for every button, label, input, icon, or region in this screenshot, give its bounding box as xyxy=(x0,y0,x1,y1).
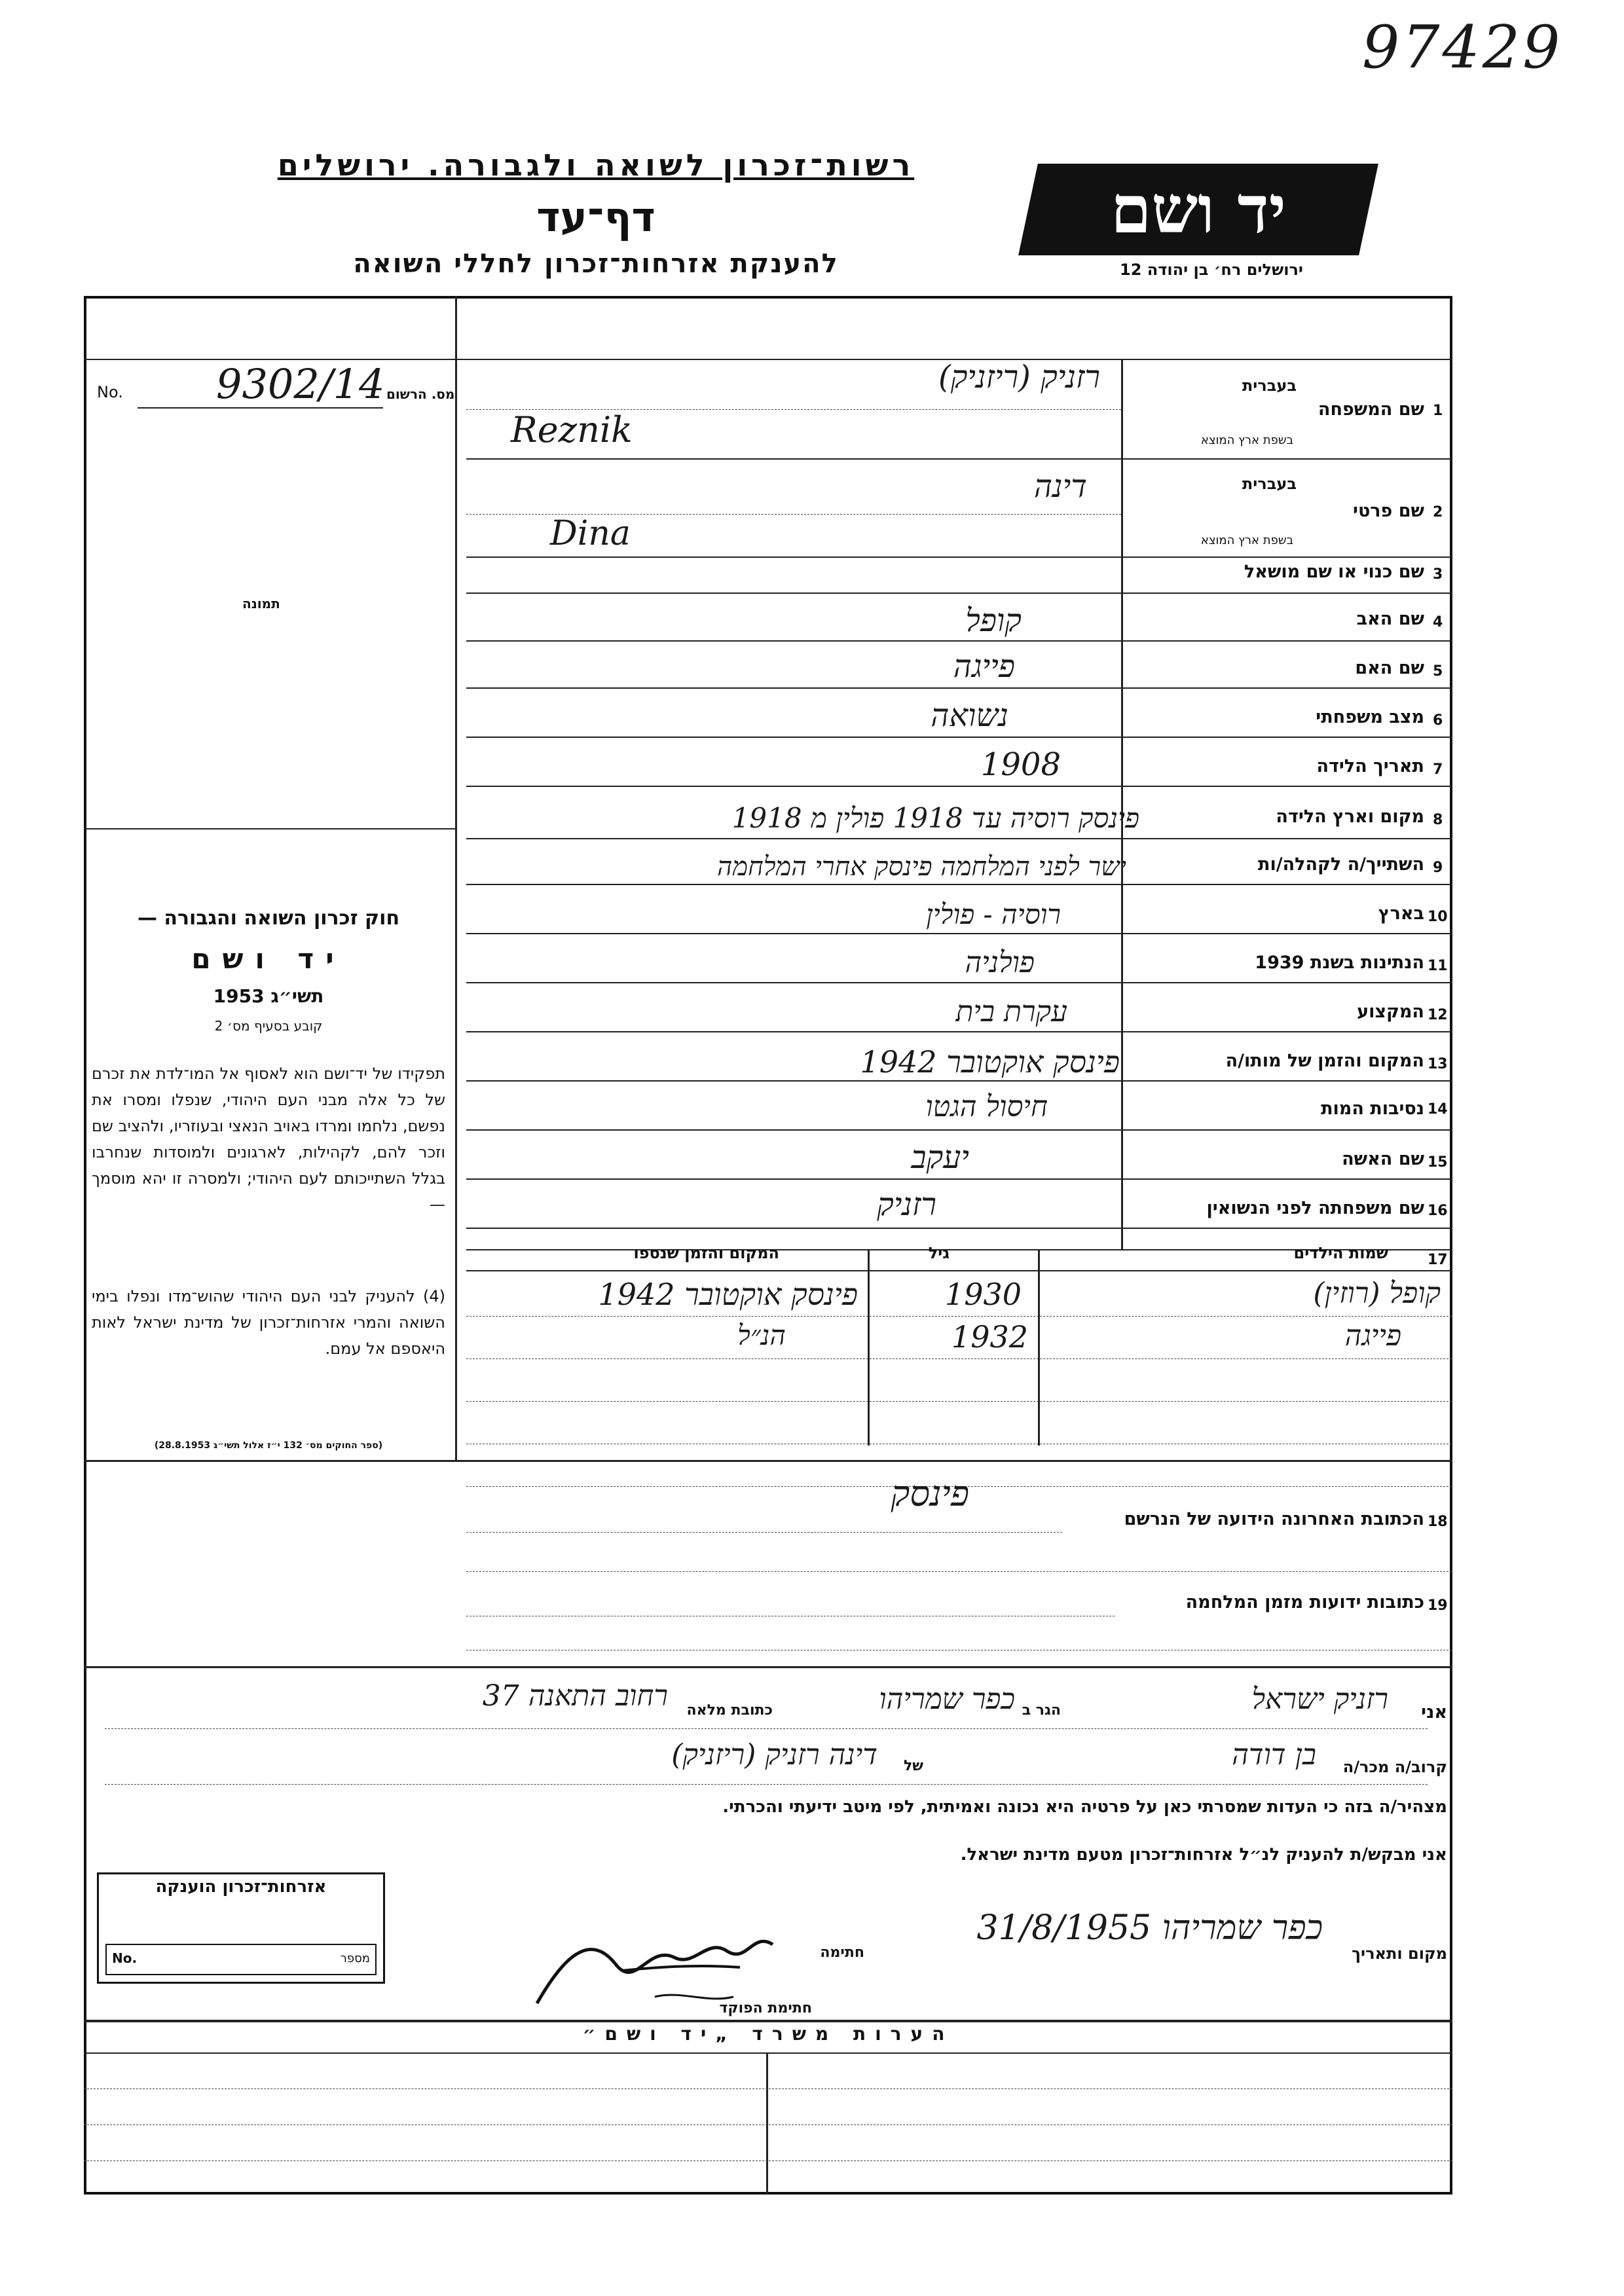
field-1-label: שם המשפחה xyxy=(1318,399,1424,420)
officer-label: חתימת הפוקד xyxy=(719,2000,812,2016)
law-text-1: תפקידו של יד־ושם הוא לאסוף אל המו־לדת את זכרם של כל אלה מבני העם היהודי, שנפלו ומסרו את נפשם, נלחמו ומרדו באויב הנאצי ובעוזריו, ולהציב שם וזכר להם, לקהילות, לארגונים ולמוסדות שנחרבו בגלל השתייכותם לעם היהודי; ולמסרה זו יהא מוסמך — xyxy=(92,1065,445,1214)
field-5-value: פייגה xyxy=(953,648,1015,685)
field-11-value: פולניה xyxy=(965,946,1035,979)
form-subtitle: להענקת אזרחות־זכרון לחללי השואה xyxy=(353,249,839,279)
field-2-line-b xyxy=(466,556,1452,558)
field-6-num: 6 xyxy=(1433,712,1443,729)
field-9-label: השתייך/ה לקהלה/ות xyxy=(1258,854,1424,875)
remarks-line-3 xyxy=(84,2160,1452,2161)
field-3-line xyxy=(466,592,1452,594)
child-1-age: 1930 xyxy=(944,1277,1022,1312)
law-citation: (ספר החוקים מס׳ 132 י״ז אלול תשי״ג 28.8.1953) xyxy=(154,1440,383,1451)
field-7-value: 1908 xyxy=(980,746,1061,783)
law-text-2: (4) להעניק לבני העם היהודי שהוש־מדו ונפלו בימי השואה והמרי אזרחות־זכרון של מדינת ישראל לאות היאספם אל עמם. xyxy=(92,1287,445,1358)
field-2-value-origin: Dina xyxy=(550,514,631,553)
reg-line xyxy=(138,407,383,409)
field-8-value: פינסק רוסיה עד 1918 פולין מ 1918 xyxy=(731,802,1139,834)
ani-label: אני xyxy=(1421,1702,1447,1722)
field-7-label: תאריך הלידה xyxy=(1316,756,1424,776)
field-14-value: חיסול הגטו xyxy=(925,1090,1048,1123)
field-5-line xyxy=(466,687,1452,689)
photo-area-bottom xyxy=(84,828,455,829)
field-9-value: ישר לפני המלחמה פינסק אחרי המלחמה xyxy=(717,852,1126,882)
citizenship-box xyxy=(97,1872,385,1984)
archive-number: 97429 xyxy=(1362,13,1563,82)
field-3-num: 3 xyxy=(1433,566,1443,583)
field-1-value-origin: Reznik xyxy=(511,409,633,450)
field-3-label: שם כנוי או שם מושאל xyxy=(1244,562,1424,582)
field-1-hebrew-label: בעברית xyxy=(1242,376,1297,395)
reg-no-label: No. xyxy=(97,383,123,401)
declaration-top xyxy=(84,1666,1452,1668)
field-1-num: 1 xyxy=(1433,403,1443,419)
field-16-num: 16 xyxy=(1428,1203,1448,1219)
living-label: הגר ב xyxy=(1022,1702,1061,1719)
field-2-num: 2 xyxy=(1433,504,1443,520)
remarks-header-line xyxy=(84,2052,1452,2054)
field-11-num: 11 xyxy=(1428,958,1448,974)
field-7-line xyxy=(466,786,1452,787)
field-15-value: יעקב xyxy=(911,1139,969,1176)
field-18-value: פינסק xyxy=(891,1473,969,1514)
children-col-div-1 xyxy=(868,1249,870,1446)
place-date-value: כפר שמריהו 31/8/1955 xyxy=(976,1908,1323,1948)
reg-value: 9302/14 xyxy=(216,360,385,408)
field-14-num: 14 xyxy=(1428,1101,1448,1118)
relative-label: קרוב/ה מכר/ה xyxy=(1342,1758,1447,1776)
law-year: תשי״ג 1953 xyxy=(213,985,324,1007)
field-18-label: הכתובת האחרונה הידועה של הנרשם xyxy=(1124,1509,1424,1529)
child-1-line xyxy=(466,1316,1452,1317)
field-13-value: פינסק אוקטובר 1942 xyxy=(860,1044,1120,1080)
field-12-line xyxy=(466,1031,1452,1032)
field-5-label: שם האם xyxy=(1355,658,1424,678)
field-6-line xyxy=(466,737,1452,738)
field-2-hebrew-label: בעברית xyxy=(1242,475,1297,493)
field-10-num: 10 xyxy=(1428,909,1448,925)
field-4-value: קופל xyxy=(965,602,1022,639)
law-name: יד ושם xyxy=(191,943,346,975)
field-8-label: מקום וארץ הלידה xyxy=(1276,807,1424,827)
child-2-name: פייגה xyxy=(1344,1319,1401,1353)
field-8-num: 8 xyxy=(1433,812,1443,828)
field-10-value: רוסיה - פולין xyxy=(926,898,1061,930)
field-16-line xyxy=(466,1228,1452,1229)
yad-vashem-logo xyxy=(1018,164,1378,255)
child-3-line xyxy=(466,1401,1452,1402)
child-1-place: פינסק אוקטובר 1942 xyxy=(598,1277,858,1312)
children-col-place: המקום והזמן שנספו xyxy=(633,1244,779,1262)
remarks-line-1 xyxy=(84,2088,1452,2089)
declarant-relation: בן דודה xyxy=(1232,1738,1316,1772)
field-15-label: שם האשה xyxy=(1342,1149,1424,1169)
child-1-name: קופל (רוזין) xyxy=(1313,1277,1441,1310)
child-2-place: הנ״ל xyxy=(737,1319,786,1351)
of-label: של xyxy=(904,1758,923,1774)
field-6-label: מצב משפחתי xyxy=(1316,707,1424,727)
remarks-label: הערות משרד „יד ושם״ xyxy=(582,2023,954,2045)
field-12-label: המקצוע xyxy=(1357,1002,1424,1022)
citizenship-title: אזרחות־זכרון הוענקה xyxy=(155,1877,327,1897)
field-8-line xyxy=(466,838,1452,839)
field-9-line xyxy=(466,884,1452,885)
field-16-value: רזניק xyxy=(877,1186,936,1223)
photo-label: תמונה xyxy=(242,596,280,611)
field-12-num: 12 xyxy=(1428,1007,1448,1023)
decl-line-1 xyxy=(105,1728,1428,1729)
logo-address: ירושלים רח׳ בן יהודה 12 xyxy=(1120,261,1303,279)
field-1-origin-label: בשפת ארץ המוצא xyxy=(1200,433,1293,447)
field-13-line xyxy=(466,1080,1452,1082)
field-12-value: עקרת בית xyxy=(955,995,1067,1029)
children-col-names: שמות הילדים xyxy=(1293,1244,1388,1262)
place-date-label: מקום ותאריך xyxy=(1352,1944,1447,1963)
address-label: כתובת מלאה xyxy=(686,1702,773,1719)
field-2-label: שם פרטי xyxy=(1353,501,1424,521)
field-19-label: כתובות ידועות מזמן המלחמה xyxy=(1185,1592,1424,1613)
child-2-age: 1932 xyxy=(951,1319,1028,1355)
field-10-line xyxy=(466,933,1452,934)
field-7-num: 7 xyxy=(1433,761,1443,778)
law-clause: קובע בסעיף מס׳ 2 xyxy=(214,1018,323,1034)
declarant-of: דינה רזניק (ריזניק) xyxy=(671,1738,877,1772)
field-17-num: 17 xyxy=(1428,1252,1448,1268)
field-14-label: נסיבות המות xyxy=(1321,1099,1424,1119)
left-col-divider xyxy=(455,296,457,1461)
field-4-line xyxy=(466,640,1452,642)
law-title: חוק זכרון השואה והגבורה — xyxy=(137,907,400,930)
signature-label: חתימה xyxy=(820,1944,864,1961)
remarks-top xyxy=(84,2020,1452,2022)
field-19-num: 19 xyxy=(1428,1597,1448,1614)
field-14-line xyxy=(466,1129,1452,1131)
children-bottom xyxy=(84,1460,1452,1462)
field-11-line xyxy=(466,982,1452,983)
f18-line-b xyxy=(466,1532,1062,1533)
children-header-bottom xyxy=(466,1270,1452,1271)
citizenship-no: No. xyxy=(112,1950,138,1966)
children-col-age: גיל xyxy=(928,1244,950,1262)
field-2-value-hebrew: דינה xyxy=(1033,468,1087,505)
field-5-num: 5 xyxy=(1433,663,1443,680)
field-1-line-b xyxy=(466,458,1452,460)
decl-line-2 xyxy=(105,1784,1428,1785)
citizenship-number-label: מספר xyxy=(340,1952,370,1965)
remarks-divider xyxy=(766,2052,768,2193)
form-title: דף־עד xyxy=(536,193,655,241)
field-18-num: 18 xyxy=(1428,1514,1448,1530)
field-6-value: נשואה xyxy=(931,697,1008,734)
reg-label: מס. הרשום xyxy=(386,386,455,402)
declarant-city: כפר שמריהו xyxy=(879,1683,1015,1716)
child-2-line xyxy=(466,1358,1452,1359)
field-11-label: הנתינות בשנת 1939 xyxy=(1255,953,1424,973)
field-9-num: 9 xyxy=(1433,860,1443,876)
field-13-num: 13 xyxy=(1428,1056,1448,1072)
declarant-name: רזניק ישראל xyxy=(1251,1683,1388,1716)
remarks-line-2 xyxy=(84,2124,1452,2125)
declaration-text: מצהיר/ה בזה כי העדות שמסרתי כאן על פרטיה היא נכונה ואמיתית, לפי מיטב ידיעתי והכרתי. xyxy=(722,1797,1447,1817)
field-4-label: שם האב xyxy=(1356,609,1424,629)
field-15-num: 15 xyxy=(1428,1154,1448,1171)
authority-title: רשות־זכרון לשואה ולגבורה. ירושלים xyxy=(277,147,915,183)
children-col-div-2 xyxy=(1038,1249,1040,1446)
logo-text: יד ושם xyxy=(1111,171,1286,248)
field-13-label: המקום והזמן של מותו/ה xyxy=(1225,1051,1424,1071)
citizenship-number-area xyxy=(105,1944,377,1975)
declarant-address: רחוב התאנה 37 xyxy=(482,1679,668,1713)
field-15-line xyxy=(466,1178,1452,1180)
declarant-signature xyxy=(524,1905,851,2023)
field-2-origin-label: בשפת ארץ המוצא xyxy=(1200,534,1293,547)
field-16-label: שם משפחתה לפני הנשואין xyxy=(1206,1198,1424,1218)
field-4-num: 4 xyxy=(1433,614,1443,630)
request-text: אני מבקש/ת להעניק לנ״ל אזרחות־זכרון מטעם מדינת ישראל. xyxy=(960,1845,1447,1865)
field-1-value-hebrew: רזניק (ריזניק) xyxy=(938,359,1100,395)
f18-line-c xyxy=(466,1571,1452,1572)
field-10-label: בארץ xyxy=(1378,903,1424,924)
